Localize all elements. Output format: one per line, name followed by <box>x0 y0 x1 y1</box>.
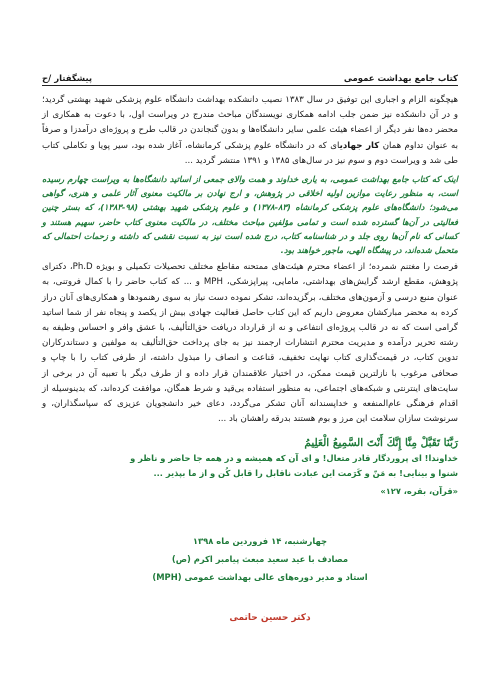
paragraph-history-part1: هیچگونه الزام و اجباری این توفیق در سال ۱۳۸۳ نصیب دانشکده بهداشت دانشگاه علوم پزشکی شهید بهشتی گردید؛ و در آن دانشکده نیز ضمن جلب ادامه همکاری نویسندگان مباحث مندرج در ویراست اول، با دعوت به همکاری از محضر ده‌ها نفر دیگر از اعضاء هیئت علمی سایر دانشگاه‌ها و بدون گنجاندن در قالب طرح و پروژه‌ای درآمدزا و صرفاً به عنوان تداوم همان <box>42 95 459 151</box>
paragraph-acknowledgement: فرصت را مغتنم شمرده؛ از اعضاء محترم هیئت‌های ممتحنه مقاطع مختلف تحصیلات تکمیلی و بویژه Ph.D، دکترای پژوهش، مقطع ارشد گرایش‌های بهداشتی، مامایی، پیراپزشکی، MPH و ... که کتاب حاضر را با کمال فروتنی، به عنوان منبع درسی و آزمون‌های مختلف، برگزیده‌اند، تشکر نموده دست نیاز به سوی رهنمودها و همکاری‌های آنان دراز کرده به محضر مبارکشان معروض داریم که این کتاب حاصل فعالیت جهادی بیش از یکصد و پنجاه نفر از شما اساتید گرامی است که نه در قالب پروژه‌ای انتفاعی و نه از قرارداد دریافت حق‌التألیف، با عشق وافر و احساس وظیفه به رشته تحریر درآمده و مدیریت محترم انتشارات ارجمند نیز به جای پرداخت حق‌التألیف به مولفین و دستاندرکاران تدوین کتاب، در قیمت‌گذاری کتاب نهایت تخفیف، قناعت و انصاف را مبذول داشته، از طرفی کتاب را با چاپ و صحافی مرغوب با نازلترین قیمت ممکن، در اختیار علاقمندان قرار داده و از طرف دیگر با تعبیه آن در برخی از سایت‌های اینترنتی و شبکه‌های اجتماعی، به منظور استفاده بی‌قید و شرط همگان، موافقت کرده‌اند، که بدینوسیله از اقدام فرهنگی عام‌المنفعه و خداپسندانه آنان تشکر می‌گردد، دعای خیر دانشجویان عزیزی که سپاسگذاران، و سرنوشت سازان سلامت این مرز و بوم هستند بدرقه راهشان باد ... <box>42 262 458 425</box>
page-body <box>42 93 458 499</box>
quran-reference: «قرآن، بقره، ۱۲۷» <box>380 486 458 497</box>
signature-role: استاد و مدیر دوره‌های عالی بهداشت عمومی (MPH) <box>152 572 368 582</box>
quran-translation-line1: خداوندا! ای پروردگار قادر متعال! و ای آن که همیشه و در همه جا حاضر و ناظر و <box>130 453 458 464</box>
section-page-header: پیشگفتار /ح <box>42 74 93 84</box>
running-header <box>42 70 458 84</box>
paragraph-history <box>42 93 458 169</box>
quran-translation-line2: شنوا و بینایی! به مَنّ و کَرَمت این عبادت ناقابل را قابل کُن و از ما بپذیر ... <box>153 468 458 479</box>
paragraph-ownership-note: اینک که کتاب جامع بهداشت عمومی، به یاری خداوند و همت والای جمعی از اساتید دانشگاه‌ها به ویراست چهارم رسیده است، به منظور رعایت موازین اولیه اخلاقی در پژوهش، و ارج نهادن بر مالکیت معنوی آثار علمی و هنری، گواهی می‌شود؛ دانشگاه‌های علوم پزشکی کرمانشاه (۸۳-۱۳۷۸) و علوم پزشکی شهید بهشتی (۹۸-۱۳۸۳)، که بستر چنین فعالیتی در آن‌ها گسترده شده است و تمامی مؤلفین مباحث مختلف، در مالکیت معنوی کتاب حاضر، سهیم هستند و کسانی که نام آن‌ها روی جلد و در شناسنامه کتاب، درج شده است نیز به نسبت نقشی که داشته و زحمات احتمالی که متحمل شده‌اند، در پیشگاه الهی، ماجور خواهند بود. <box>42 174 458 256</box>
book-title-header: کتاب جامع بهداشت عمومی <box>343 74 458 84</box>
signature-name: دکتر حسین حاتمی <box>229 613 311 623</box>
paragraph-history-part2: ای که در دانشگاه علوم پزشکی کرمانشاه، آغاز شده بود، سیر پویا و تکاملی کتاب طی شد و ویراست دوم و سوم نیز در سال‌های ۱۳۸۵ و ۱۳۹۱ منتشر گردید ... <box>42 140 458 166</box>
signature-date: چهارشنبه، ۱۴ فروردین ماه ۱۳۹۸ <box>192 536 328 546</box>
header-rule <box>42 85 458 86</box>
signature-occasion: مصادف با عید سعید مبعث پیامبر اکرم (ص) <box>171 554 349 564</box>
quran-verse-arabic: رَبَّنَا تَقَبَّلْ مِنَّا إِنَّكَ أَنْتَ السَّمِيعُ الْعَلِيمُ <box>304 437 458 450</box>
paragraph-history-bold: کار جهادی <box>339 140 380 151</box>
